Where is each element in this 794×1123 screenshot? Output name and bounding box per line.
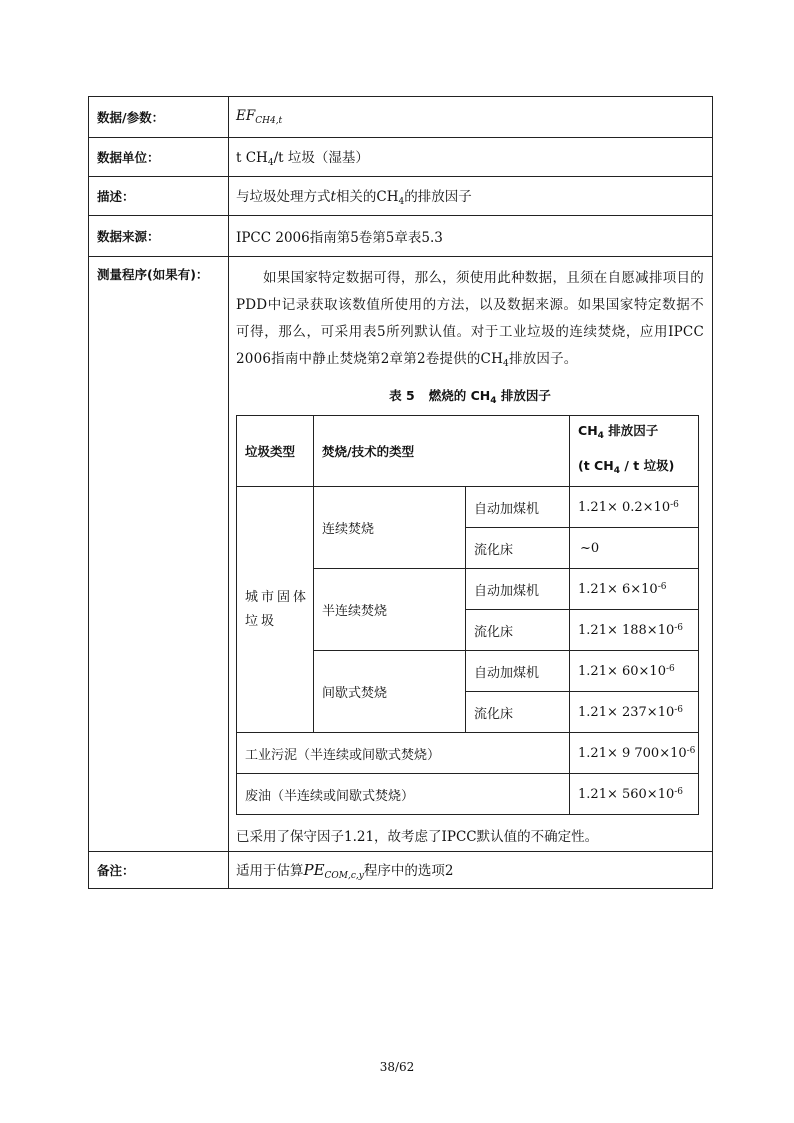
unit-subscript: 4 (267, 158, 274, 168)
procedure-paragraph (236, 265, 704, 378)
subtech-cell: 流化床 (466, 610, 570, 651)
subtech-cell: 自动加煤机 (466, 569, 570, 610)
factor-cell (570, 569, 699, 610)
header-ef-subscript: 4 (597, 431, 604, 441)
desc-middle: 相关的CH (335, 189, 399, 205)
subtech-cell: 自动加煤机 (466, 487, 570, 528)
value-procedure (229, 257, 713, 852)
value-source: IPCC 2006指南第5卷第5章表5.3 (229, 216, 713, 257)
paragraph-subscript: 4 (503, 359, 509, 369)
value-unit (229, 138, 713, 177)
factor-exponent: -6 (674, 622, 684, 633)
label-description: 描述： (89, 177, 229, 216)
desc-subscript: 4 (398, 197, 405, 207)
inner-header-row (237, 416, 699, 487)
parameter-table (88, 96, 713, 889)
remarks-var-subscript: COM,c,y (324, 871, 364, 881)
value-parameter (229, 97, 713, 138)
factor-value: 1.21× 237×10 (578, 704, 675, 720)
factor-exponent: -6 (674, 704, 684, 715)
table-row (237, 733, 699, 774)
factor-cell (570, 651, 699, 692)
factor-cell (570, 774, 699, 815)
header-tech-type: 焚烧/技术的类型 (314, 416, 570, 487)
factor-cell (570, 692, 699, 733)
factor-cell (570, 528, 699, 569)
emission-factor-table (236, 415, 699, 815)
page-number: 38/62 (379, 1060, 415, 1074)
factor-value: 1.21× 0.2×10 (578, 499, 671, 515)
factor-value: 1.21× 560×10 (578, 786, 675, 802)
tech-batch: 间歇式焚烧 (314, 651, 466, 733)
caption-number: 表 5 (389, 388, 415, 403)
row-procedure (89, 257, 713, 852)
label-unit: 数据单位： (89, 138, 229, 177)
label-remarks: 备注： (89, 852, 229, 889)
other-waste-label: 废油（半连续或间歇式焚烧） (237, 774, 570, 815)
desc-suffix: 的排放因子 (404, 189, 472, 205)
param-symbol: EF (236, 108, 256, 124)
factor-exponent: -6 (665, 663, 675, 674)
unit-suffix: /t 垃圾（湿基） (273, 150, 369, 166)
row-unit (89, 138, 713, 177)
remarks-var-symbol: PE (303, 861, 325, 879)
header-unit-suffix: / t 垃圾) (619, 458, 675, 473)
desc-prefix: 与垃圾处理方式 (236, 189, 331, 205)
subtech-cell: 流化床 (466, 692, 570, 733)
factor-value: 1.21× 9 700×10 (578, 745, 687, 761)
table-row (237, 774, 699, 815)
param-subscript: CH4,t (255, 116, 283, 126)
row-remarks (89, 852, 713, 889)
unit-prefix: t CH (236, 150, 268, 166)
factor-exponent: -6 (686, 745, 696, 756)
caption-text: 燃烧的 CH (428, 388, 491, 403)
header-ef-suffix: 排放因子 (603, 423, 659, 438)
factor-value: 1.21× 6×10 (578, 581, 658, 597)
row-parameter (89, 97, 713, 138)
factor-value: 1.21× 188×10 (578, 622, 675, 638)
caption-suffix: 排放因子 (496, 388, 551, 403)
caption-subscript: 4 (490, 396, 497, 406)
other-waste-label: 工业污泥（半连续或间歇式焚烧） (237, 733, 570, 774)
paragraph-end: 排放因子。 (508, 351, 578, 367)
factor-exponent: -6 (674, 786, 684, 797)
label-procedure: 测量程序(如果有)： (89, 257, 229, 852)
factor-exponent: -6 (657, 581, 667, 592)
header-emission-factor (570, 416, 699, 487)
remarks-prefix: 适用于估算 (236, 863, 304, 879)
value-description (229, 177, 713, 216)
subtech-cell: 自动加煤机 (466, 651, 570, 692)
uncertainty-note: 已采用了保守因子1.21，故考虑了IPCC默认值的不确定性。 (236, 829, 599, 845)
factor-cell (570, 487, 699, 528)
factor-cell (570, 733, 699, 774)
row-description (89, 177, 713, 216)
tech-semi-continuous: 半连续焚烧 (314, 569, 466, 651)
factor-cell (570, 610, 699, 651)
header-waste-type: 垃圾类型 (237, 416, 314, 487)
table-row (237, 487, 699, 528)
table-caption (236, 386, 704, 406)
subtech-cell: 流化床 (466, 528, 570, 569)
remarks-variable (304, 861, 364, 879)
factor-value: 1.21× 60×10 (578, 663, 666, 679)
label-parameter: 数据/参数： (89, 97, 229, 138)
waste-type-msw: 城市固体垃圾 (237, 487, 314, 733)
remarks-suffix: 程序中的选项2 (363, 863, 454, 879)
label-source: 数据来源： (89, 216, 229, 257)
desc-variable: t (330, 189, 336, 205)
header-ef-text: CH (578, 423, 598, 438)
row-source (89, 216, 713, 257)
header-unit-subscript: 4 (613, 466, 620, 476)
paragraph-text: 如果国家特定数据可得，那么，须使用此种数据，且须在自愿减排项目的PDD中记录获取该数值所使用的方法，以及数据来源。如果国家特定数据不可得，那么，可采用表5所列默认值。对于工业垃圾的连续焚烧，应用IPCC 2006指南中静止焚烧第2章第2卷提供的CH (236, 270, 704, 367)
value-remarks (229, 852, 713, 889)
tech-continuous: 连续焚烧 (314, 487, 466, 569)
factor-value: ~0 (580, 540, 600, 556)
header-unit-text: (t CH (578, 458, 614, 473)
factor-exponent: -6 (670, 499, 679, 510)
